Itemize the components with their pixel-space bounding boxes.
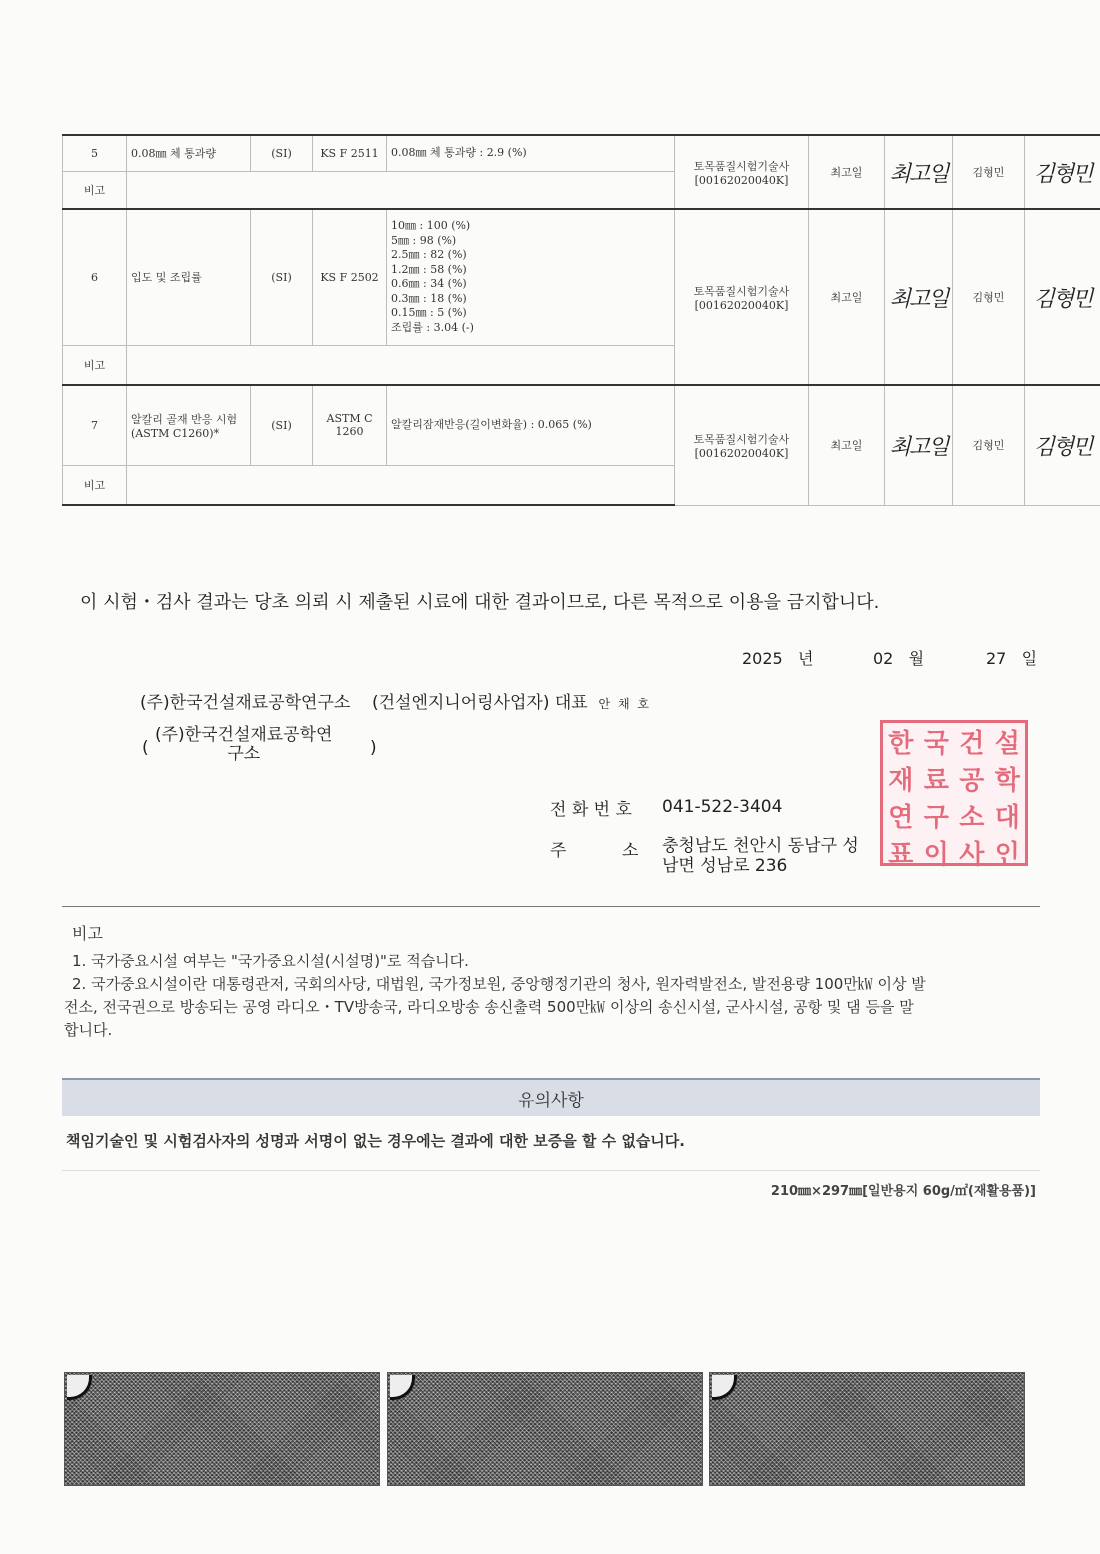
date-year: 2025 년	[742, 649, 814, 668]
caution-divider	[62, 1170, 1040, 1171]
responsible-engineer-signature: 최고일	[885, 135, 953, 209]
address-label-2: 소	[622, 841, 639, 861]
issuer-line	[140, 688, 651, 713]
tester-name: 김형민	[953, 135, 1025, 209]
tester-name: 김형민	[953, 209, 1025, 385]
responsible-engineer-name: 최고일	[809, 209, 885, 385]
table-row	[63, 209, 1100, 345]
issuer-company-paren-close: )	[370, 738, 377, 758]
company-seal: 한 국 건 설 재 료 공 학 연 구 소 대 표 이 사 인	[880, 720, 1028, 866]
qualification: 토목품질시험기술사 [00162020040K]	[675, 385, 809, 505]
date-month: 02 월	[873, 649, 925, 668]
tester-signature: 김형민	[1025, 385, 1100, 505]
remarks-body: 1. 국가중요시설 여부는 "국가중요시설(시설명)"로 적습니다. 2. 국가중요시설이란 대통령관저, 국회의사당, 대법원, 국가정보원, 중앙행정기관의 청사, 원자력발전소, 발전용량 100만㎾ 이상 발 전소, 전국권으로 방송되는 공영 라디오・TV방송국, 라디오방송 송신출력 500만㎾ 이상의 송신시설, 군사시설, 공항 및 댐 등을 말 합니다.	[64, 952, 926, 1039]
corner-mark-icon	[712, 1375, 737, 1400]
remarks-title: 비고	[72, 924, 103, 943]
tester-signature: 김형민	[1025, 209, 1100, 385]
responsible-engineer-name: 최고일	[809, 135, 885, 209]
remark-label: 비고	[63, 465, 127, 505]
license-number: [00162020040K]	[694, 446, 789, 460]
issuer-company-paren-open: (	[142, 738, 149, 758]
remark-cell	[127, 465, 675, 505]
test-method: KS F 2502	[313, 209, 387, 345]
issuer-company: (주)한국건설재료공학연구소	[140, 693, 351, 713]
test-item: 입도 및 조립률	[127, 209, 251, 345]
caution-text: 책임기술인 및 시험검사자의 성명과 서명이 없는 경우에는 결과에 대한 보증을 할 수 없습니다.	[66, 1132, 685, 1150]
corner-mark-icon	[390, 1375, 415, 1400]
remark-cell	[127, 171, 675, 209]
paper-spec: 210㎜×297㎜[일반용지 60g/㎡(재활용품)]	[770, 1184, 1036, 1199]
license-number: [00162020040K]	[694, 298, 789, 312]
phone-label: 전 화 번 호	[550, 800, 632, 820]
phone-number: 041-522-3404	[662, 797, 783, 817]
issuer-company-block: (주)한국건설재료공학연 구소	[155, 725, 333, 764]
row-number: 6	[63, 209, 127, 345]
tester-signature: 김형민	[1025, 135, 1100, 209]
corner-mark-icon	[67, 1375, 92, 1400]
security-pattern-1	[64, 1372, 380, 1486]
tester-name: 김형민	[953, 385, 1025, 505]
qualification: 토목품질시험기술사 [00162020040K]	[675, 209, 809, 385]
section-divider	[62, 906, 1040, 907]
caution-header: 유의사항	[62, 1078, 1040, 1116]
test-item: 알칼리 골재 반응 시험 (ASTM C1260)*	[127, 385, 251, 465]
test-result: 10㎜ : 100 (%) 5㎜ : 98 (%) 2.5㎜ : 82 (%) 1.2㎜ : 58 (%) 0.6㎜ : 34 (%) 0.3㎜ : 18 (%) 0.15㎜ : 5 (%) 조립률 : 3.04 (-)	[387, 209, 675, 345]
address-label-1: 주	[550, 841, 567, 861]
qualification: 토목품질시험기술사 [00162020040K]	[675, 135, 809, 209]
test-result: 0.08㎜ 체 통과량 : 2.9 (%)	[387, 135, 675, 171]
issuer-business-type: (건설엔지니어링사업자)	[371, 693, 550, 713]
responsible-engineer-name: 최고일	[809, 385, 885, 505]
license-number: [00162020040K]	[694, 173, 789, 187]
test-method: ASTM C 1260	[313, 385, 387, 465]
responsible-engineer-signature: 최고일	[885, 209, 953, 385]
remark-label: 비고	[63, 171, 127, 209]
unit-system: (SI)	[251, 385, 313, 465]
remark-label: 비고	[63, 345, 127, 385]
table-row	[63, 135, 1100, 171]
issuer-rep-name: 안 채 호	[598, 697, 651, 711]
row-number: 5	[63, 135, 127, 171]
test-item: 0.08㎜ 체 통과량	[127, 135, 251, 171]
unit-system: (SI)	[251, 135, 313, 171]
issuer-rep-label: 대표	[554, 693, 588, 713]
address: 충청남도 천안시 동남구 성 남면 성남로 236	[662, 836, 859, 876]
responsible-engineer-signature: 최고일	[885, 385, 953, 505]
row-number: 7	[63, 385, 127, 465]
date-day: 27 일	[986, 649, 1038, 668]
unit-system: (SI)	[251, 209, 313, 345]
usage-notice: 이 시험・검사 결과는 당초 의뢰 시 제출된 시료에 대한 결과이므로, 다른 목적으로 이용을 금지합니다.	[80, 592, 880, 613]
security-pattern-3	[709, 1372, 1025, 1486]
results-table	[62, 134, 1100, 506]
test-result: 알칼리잠재반응(길이변화율) : 0.065 (%)	[387, 385, 675, 465]
test-method: KS F 2511	[313, 135, 387, 171]
remark-cell	[127, 345, 675, 385]
security-pattern-2	[387, 1372, 703, 1486]
table-row	[63, 385, 1100, 465]
